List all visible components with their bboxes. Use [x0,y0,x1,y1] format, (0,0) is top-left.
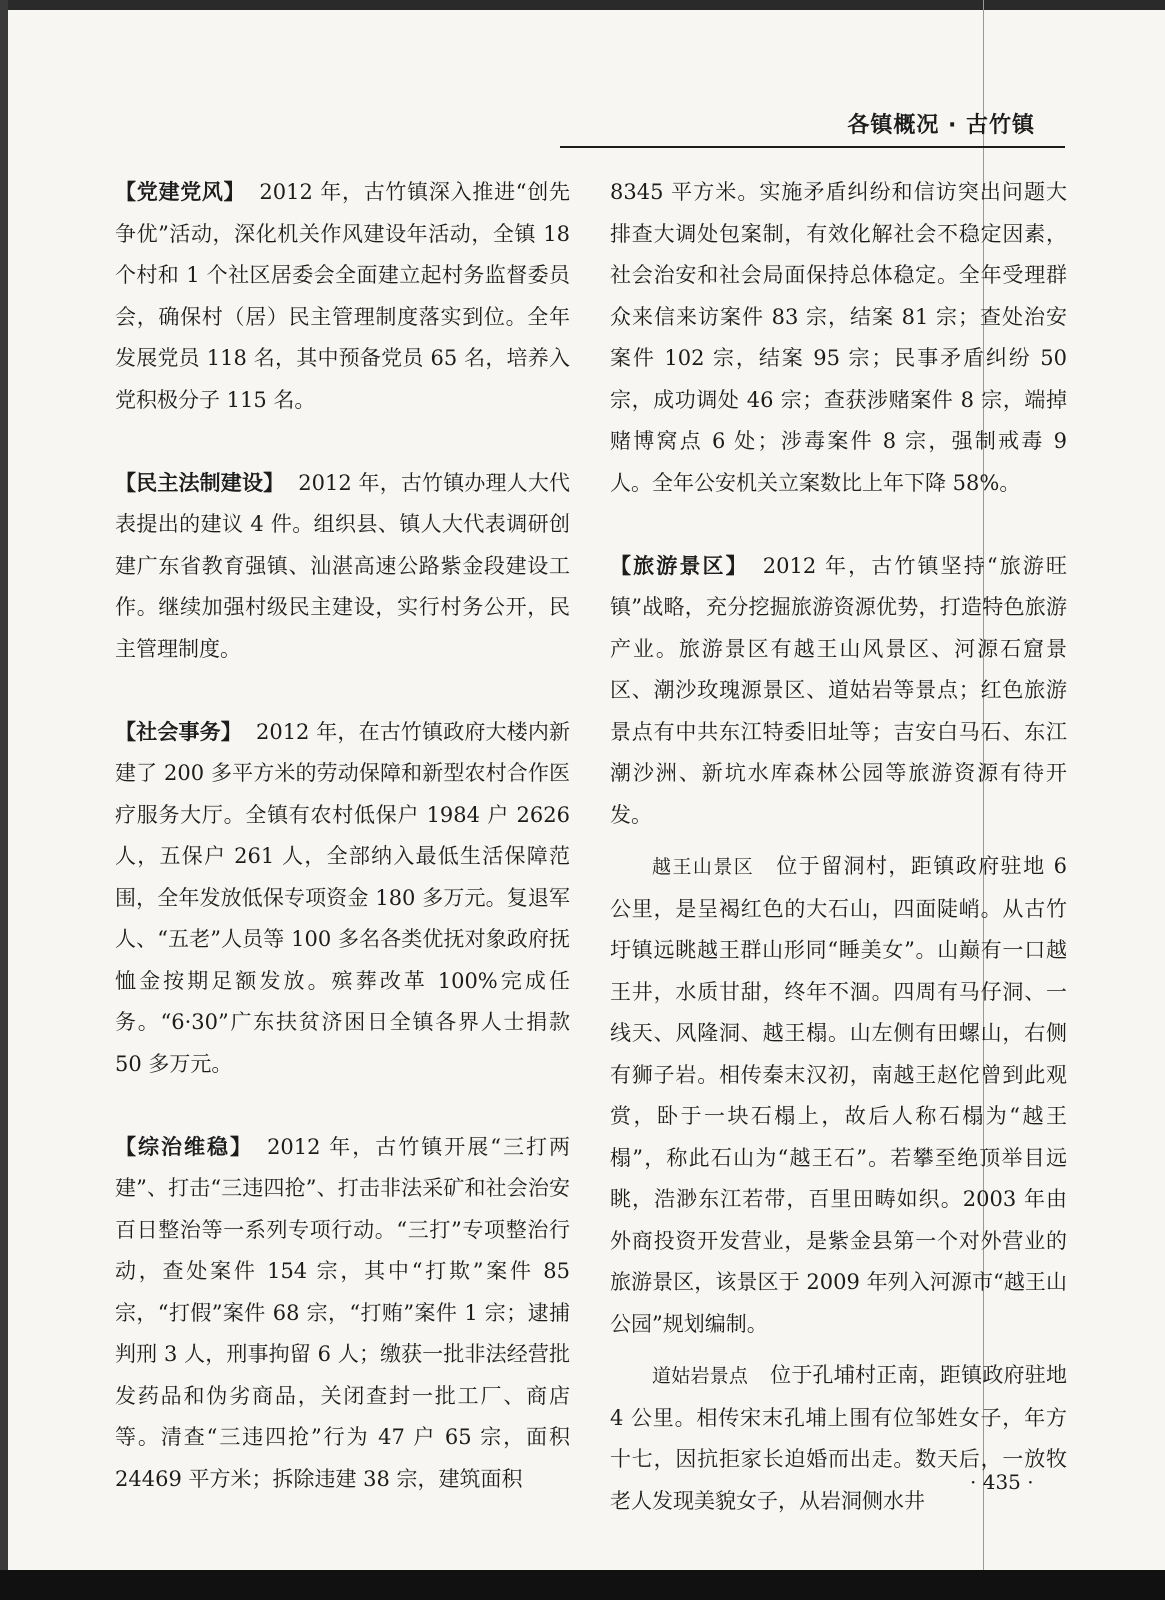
section-party-building [115,172,570,421]
running-header [560,108,1065,148]
scan-bottom-edge [0,1570,1165,1600]
left-column [115,172,570,1500]
scenic-spot-daoguyan [610,1355,1067,1522]
page-number: · 435 · [970,1470,1034,1494]
section-heading: 【旅游景区】 [610,553,749,578]
right-column [610,172,1067,1522]
section-heading: 【综治维稳】 [115,1134,254,1159]
section-text: 2012 年，古竹镇坚持“旅游旺镇”战略，充分挖掘旅游资源优势，打造特色旅游产业。旅游景区有越王山风景区、河源石窟景区、潮沙玫瑰源景区、道姑岩等景点；红色旅游景点有中共东江特委旧址等；吉安白马石、东江潮沙洲、新坑水库森林公园等旅游资源有待开发。 [610,553,1068,827]
section-text: 2012 年，古竹镇深入推进“创先争优”活动，深化机关作风建设年活动，全镇 18 个村和 1 个社区居委会全面建立起村务监督委员会，确保村（居）民主管理制度落实到位。全年发展党员 118 名，其中预备党员 65 名，培养入党积极分子 115 名。 [115,180,571,412]
scenic-spot-yuewangshan [610,846,1067,1345]
section-democracy-law [115,463,570,671]
section-social-affairs [115,712,570,1086]
section-text: 2012 年，古竹镇办理人大代表提出的建议 4 件。组织县、镇人大代表调研创建广东省教育强镇、汕湛高速公路紫金段建设工作。继续加强村级民主建设，实行村务公开，民主管理制度。 [115,470,570,661]
section-text: 2012 年，在古竹镇政府大楼内新建了 200 多平方米的劳动保障和新型农村合作医疗服务大厅。全镇有农村低保户 1984 户 2626 人，五保户 261 人，全部纳入最低生活保障范围，全年发放低保专项资金 180 多万元。复退军人、“五老”人员等 100 多名各类优抚对象政府抚恤金按期足额发放。殡葬改革 100%完成任务。“6·30”广东扶贫济困日全镇各界人士捐款 50 多万元。 [115,719,571,1076]
header-rule [560,146,1065,148]
section-heading: 【民主法制建设】 [115,470,285,495]
scenic-spot-text: 位于孔埔村正南，距镇政府驻地 4 公里。相传宋末孔埔上围有位邹姓女子，年方十七，因抗拒家长迫婚而出走。数天后，一放牧老人发现美貌女子，从岩洞侧水井 [610,1363,1067,1513]
scenic-spot-text: 位于留洞村，距镇政府驻地 6 公里，是呈褐红色的大石山，四面陡峭。从古竹圩镇远眺越王群山形同“睡美女”。山巅有一口越王井，水质甘甜，终年不涸。四周有马仔洞、一线天、风隆洞、越王榻。山左侧有田螺山，右侧有狮子岩。相传秦末汉初，南越王赵佗曾到此观赏，卧于一块石榻上，故后人称石榻为“越王榻”，称此石山为“越王石”。若攀至绝顶举目远眺，浩渺东江若带，百里田畴如织。2003 年由外商投资开发营业，是紫金县第一个对外营业的旅游景区，该景区于 2009 年列入河源市“越王山公园”规划编制。 [610,854,1067,1336]
header-title: 各镇概况 · 古竹镇 [847,113,1035,138]
scan-left-edge [0,0,8,1600]
section-public-order [115,1127,570,1501]
section-text: 2012 年，古竹镇开展“三打两建”、打击“三违四抢”、打击非法采矿和社会治安百日整治等一系列专项行动。“三打”专项整治行动，查处案件 154 宗，其中“打欺”案件 85 宗，“打假”案件 68 宗，“打贿”案件 1 宗；逮捕判刑 3 人，刑事拘留 6 人；缴获一批非法经营批发药品和伪劣商品，关闭查封一批工厂、商店等。清查“三违四抢”行为 47 户 65 宗，面积 24469 平方米；拆除违建 38 宗，建筑面积 [115,1134,571,1491]
section-heading: 【社会事务】 [115,719,242,744]
scenic-spot-name: 越王山景区 [652,856,755,878]
scan-top-edge [0,0,1165,10]
public-order-continuation: 8345 平方米。实施矛盾纠纷和信访突出问题大排查大调处包案制，有效化解社会不稳定因素，社会治安和社会局面保持总体稳定。全年受理群众来信来访案件 83 宗，结案 81 宗；查处治安案件 102 宗，结案 95 宗；民事矛盾纠纷 50 宗，成功调处 46 宗；查获涉赌案件 8 宗，端掉赌博窝点 6 处；涉毒案件 8 宗，强制戒毒 9 人。全年公安机关立案数比上年下降 58%。 [610,180,1067,495]
scenic-spot-name: 道姑岩景点 [652,1365,749,1387]
section-tourism [610,546,1067,837]
section-heading: 【党建党风】 [115,180,246,204]
